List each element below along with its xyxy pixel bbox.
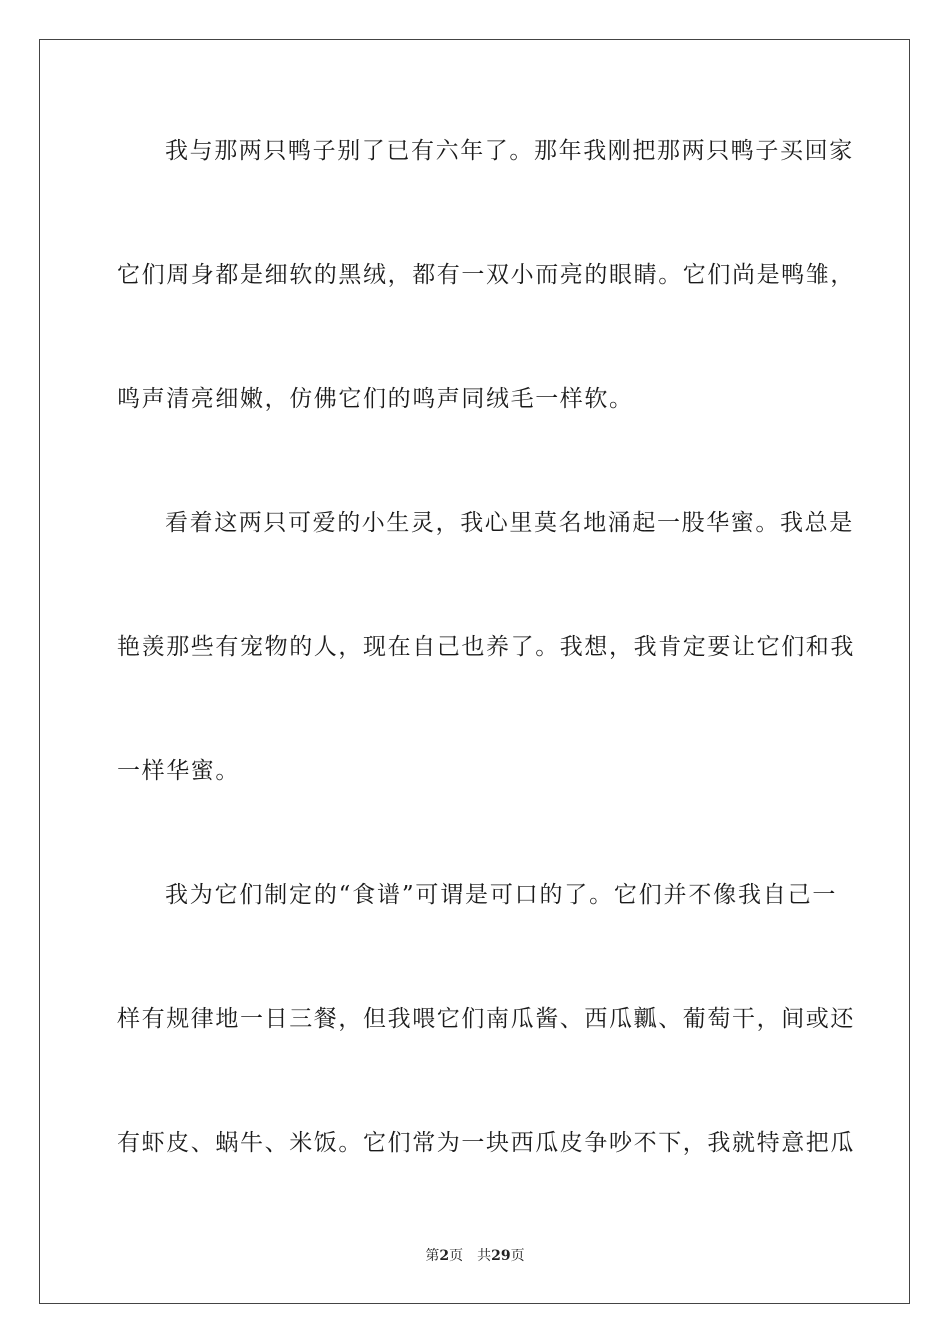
paragraph-3-line-1: 我为它们制定的“食谱”可谓是可口的了。它们并不像我自己一 [165, 882, 837, 908]
page-number: 2 [439, 1248, 450, 1264]
paragraph-1-line-2: 它们周身都是细软的黑绒，都有一双小而亮的眼睛。它们尚是鸭雏， [117, 262, 855, 288]
page-footer [0, 1247, 950, 1265]
paragraph-2-line-1: 看着这两只可爱的小生灵，我心里莫名地涌起一股华蜜。我总是 [165, 510, 854, 536]
page-prefix: 第 [425, 1248, 440, 1264]
paragraph-3-line-3: 有虾皮、蜗牛、米饭。它们常为一块西瓜皮争吵不下，我就特意把瓜 [117, 1130, 855, 1156]
page-unit: 页 [449, 1248, 464, 1264]
paragraph-2-line-2: 艳羡那些有宠物的人，现在自己也养了。我想，我肯定要让它们和我 [117, 634, 855, 660]
paragraph-2-line-3: 一样华蜜。 [117, 758, 240, 784]
total-unit: 页 [510, 1248, 525, 1264]
page-frame [39, 39, 910, 1304]
total-prefix: 共 [477, 1248, 492, 1264]
paragraph-3-line-2: 样有规律地一日三餐，但我喂它们南瓜酱、西瓜瓤、葡萄干，间或还 [117, 1006, 855, 1032]
paragraph-1-line-1: 我与那两只鸭子别了已有六年了。那年我刚把那两只鸭子买回家 [165, 138, 854, 164]
paragraph-1-line-3: 鸣声清亮细嫩，仿佛它们的鸣声同绒毛一样软。 [117, 386, 634, 412]
total-pages: 29 [491, 1248, 511, 1264]
